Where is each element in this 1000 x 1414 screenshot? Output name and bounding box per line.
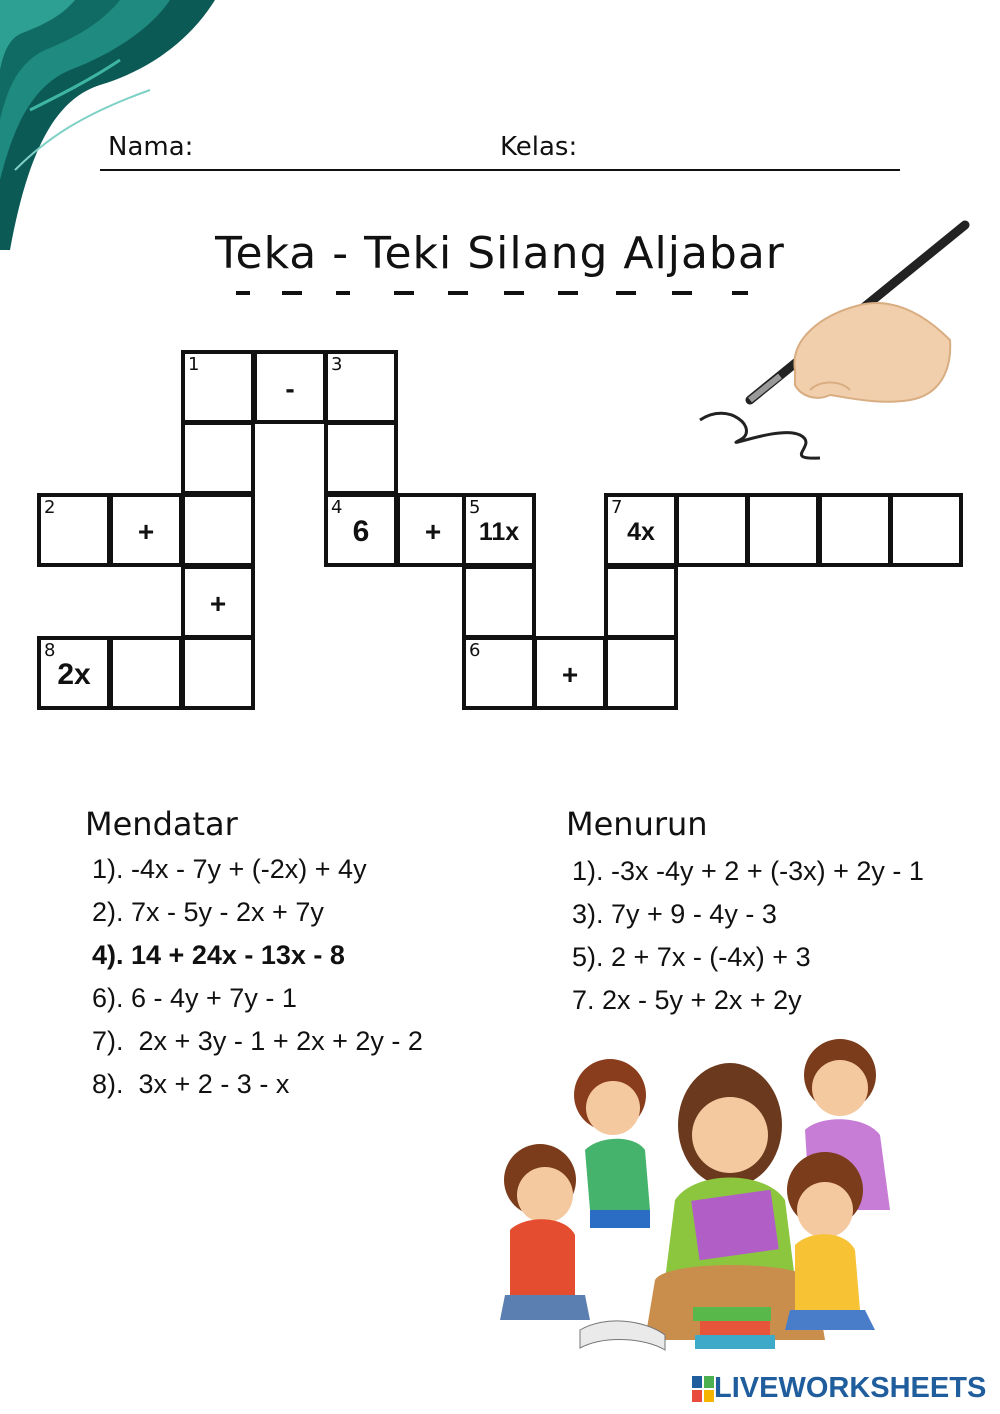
- across-clue: 6). 6 - 4y + 7y - 1: [92, 983, 297, 1013]
- cell-value: [185, 354, 251, 420]
- brand-name: LIVEWORKSHEETS: [714, 1372, 987, 1404]
- liveworksheets-logo-icon: [692, 1376, 714, 1402]
- crossword-cell[interactable]: [181, 565, 255, 639]
- cell-value: [185, 497, 251, 563]
- crossword-cell[interactable]: [37, 636, 111, 710]
- cell-number: 4: [331, 497, 343, 518]
- name-label: Nama:: [108, 132, 194, 162]
- crossword-cell[interactable]: [675, 493, 749, 567]
- crossword-cell[interactable]: [746, 493, 820, 567]
- across-clue: 4). 14 + 24x - 13x - 8: [92, 940, 345, 970]
- cell-number: 8: [44, 640, 56, 661]
- crossword-cell[interactable]: [396, 493, 470, 567]
- cell-value: [608, 569, 674, 635]
- down-heading: Menurun: [566, 805, 708, 843]
- cell-value: 11x: [478, 517, 520, 546]
- cell-value: [185, 640, 251, 706]
- cell-value: [41, 497, 107, 563]
- across-clue-list: [92, 848, 423, 1106]
- across-heading: Mendatar: [85, 805, 238, 843]
- crossword-cell[interactable]: [462, 565, 536, 639]
- crossword-cell[interactable]: [462, 636, 536, 710]
- cell-value: [328, 425, 394, 491]
- crossword-cell[interactable]: [109, 493, 183, 567]
- crossword-cell[interactable]: [462, 493, 536, 567]
- cell-number: 3: [331, 354, 343, 375]
- cell-value: [608, 640, 674, 706]
- cell-value: [750, 497, 816, 563]
- crossword-cell[interactable]: [253, 350, 327, 424]
- cell-value: +: [137, 516, 155, 547]
- crossword-cell[interactable]: [889, 493, 963, 567]
- cell-number: 2: [44, 497, 56, 518]
- crossword-cell[interactable]: [324, 493, 398, 567]
- cell-value: [113, 640, 179, 706]
- down-clue: 5). 2 + 7x - (-4x) + 3: [572, 942, 811, 972]
- cell-value: [185, 425, 251, 491]
- cell-value: [893, 497, 959, 563]
- crossword-cell[interactable]: [109, 636, 183, 710]
- crossword-cell[interactable]: [181, 636, 255, 710]
- cell-number: 7: [611, 497, 623, 518]
- across-clue: 7). 2x + 3y - 1 + 2x + 2y - 2: [92, 1026, 423, 1056]
- crossword-cell[interactable]: [604, 565, 678, 639]
- across-clue: 1). -4x - 7y + (-2x) + 4y: [92, 854, 367, 884]
- liveworksheets-logo[interactable]: [692, 1372, 986, 1405]
- children-reading-illustration: [495, 1030, 935, 1375]
- class-label: Kelas:: [500, 132, 578, 162]
- down-clue: 1). -3x -4y + 2 + (-3x) + 2y - 1: [572, 856, 924, 886]
- crossword-cell[interactable]: [181, 493, 255, 567]
- across-clue: 8). 3x + 2 - 3 - x: [92, 1069, 290, 1099]
- crossword-cell[interactable]: [604, 636, 678, 710]
- crossword-cell[interactable]: [324, 350, 398, 424]
- cell-value: [679, 497, 745, 563]
- across-clue: 2). 7x - 5y - 2x + 7y: [92, 897, 324, 927]
- cell-value: [328, 354, 394, 420]
- crossword-cell[interactable]: [181, 421, 255, 495]
- cell-number: 1: [188, 354, 200, 375]
- cell-value: +: [561, 659, 579, 690]
- down-clue-list: [572, 850, 924, 1022]
- cell-value: 2x: [57, 658, 91, 691]
- crossword-cell[interactable]: [533, 636, 607, 710]
- cell-number: 6: [469, 640, 481, 661]
- cell-value: [466, 569, 532, 635]
- crossword-cell[interactable]: [604, 493, 678, 567]
- down-clue: 7. 2x - 5y + 2x + 2y: [572, 985, 802, 1015]
- cell-value: [466, 640, 532, 706]
- cell-value: 4x: [627, 517, 655, 546]
- cell-value: -: [285, 373, 295, 404]
- cell-value: +: [424, 516, 442, 547]
- cell-number: 5: [469, 497, 481, 518]
- page-title: Teka - Teki Silang Aljabar: [215, 228, 785, 279]
- crossword-cell[interactable]: [324, 421, 398, 495]
- cell-value: +: [209, 588, 227, 619]
- cell-value: 6: [352, 515, 370, 548]
- crossword-cell[interactable]: [818, 493, 892, 567]
- crossword-cell[interactable]: [37, 493, 111, 567]
- cell-value: [822, 497, 888, 563]
- down-clue: 3). 7y + 9 - 4y - 3: [572, 899, 777, 929]
- crossword-cell[interactable]: [181, 350, 255, 424]
